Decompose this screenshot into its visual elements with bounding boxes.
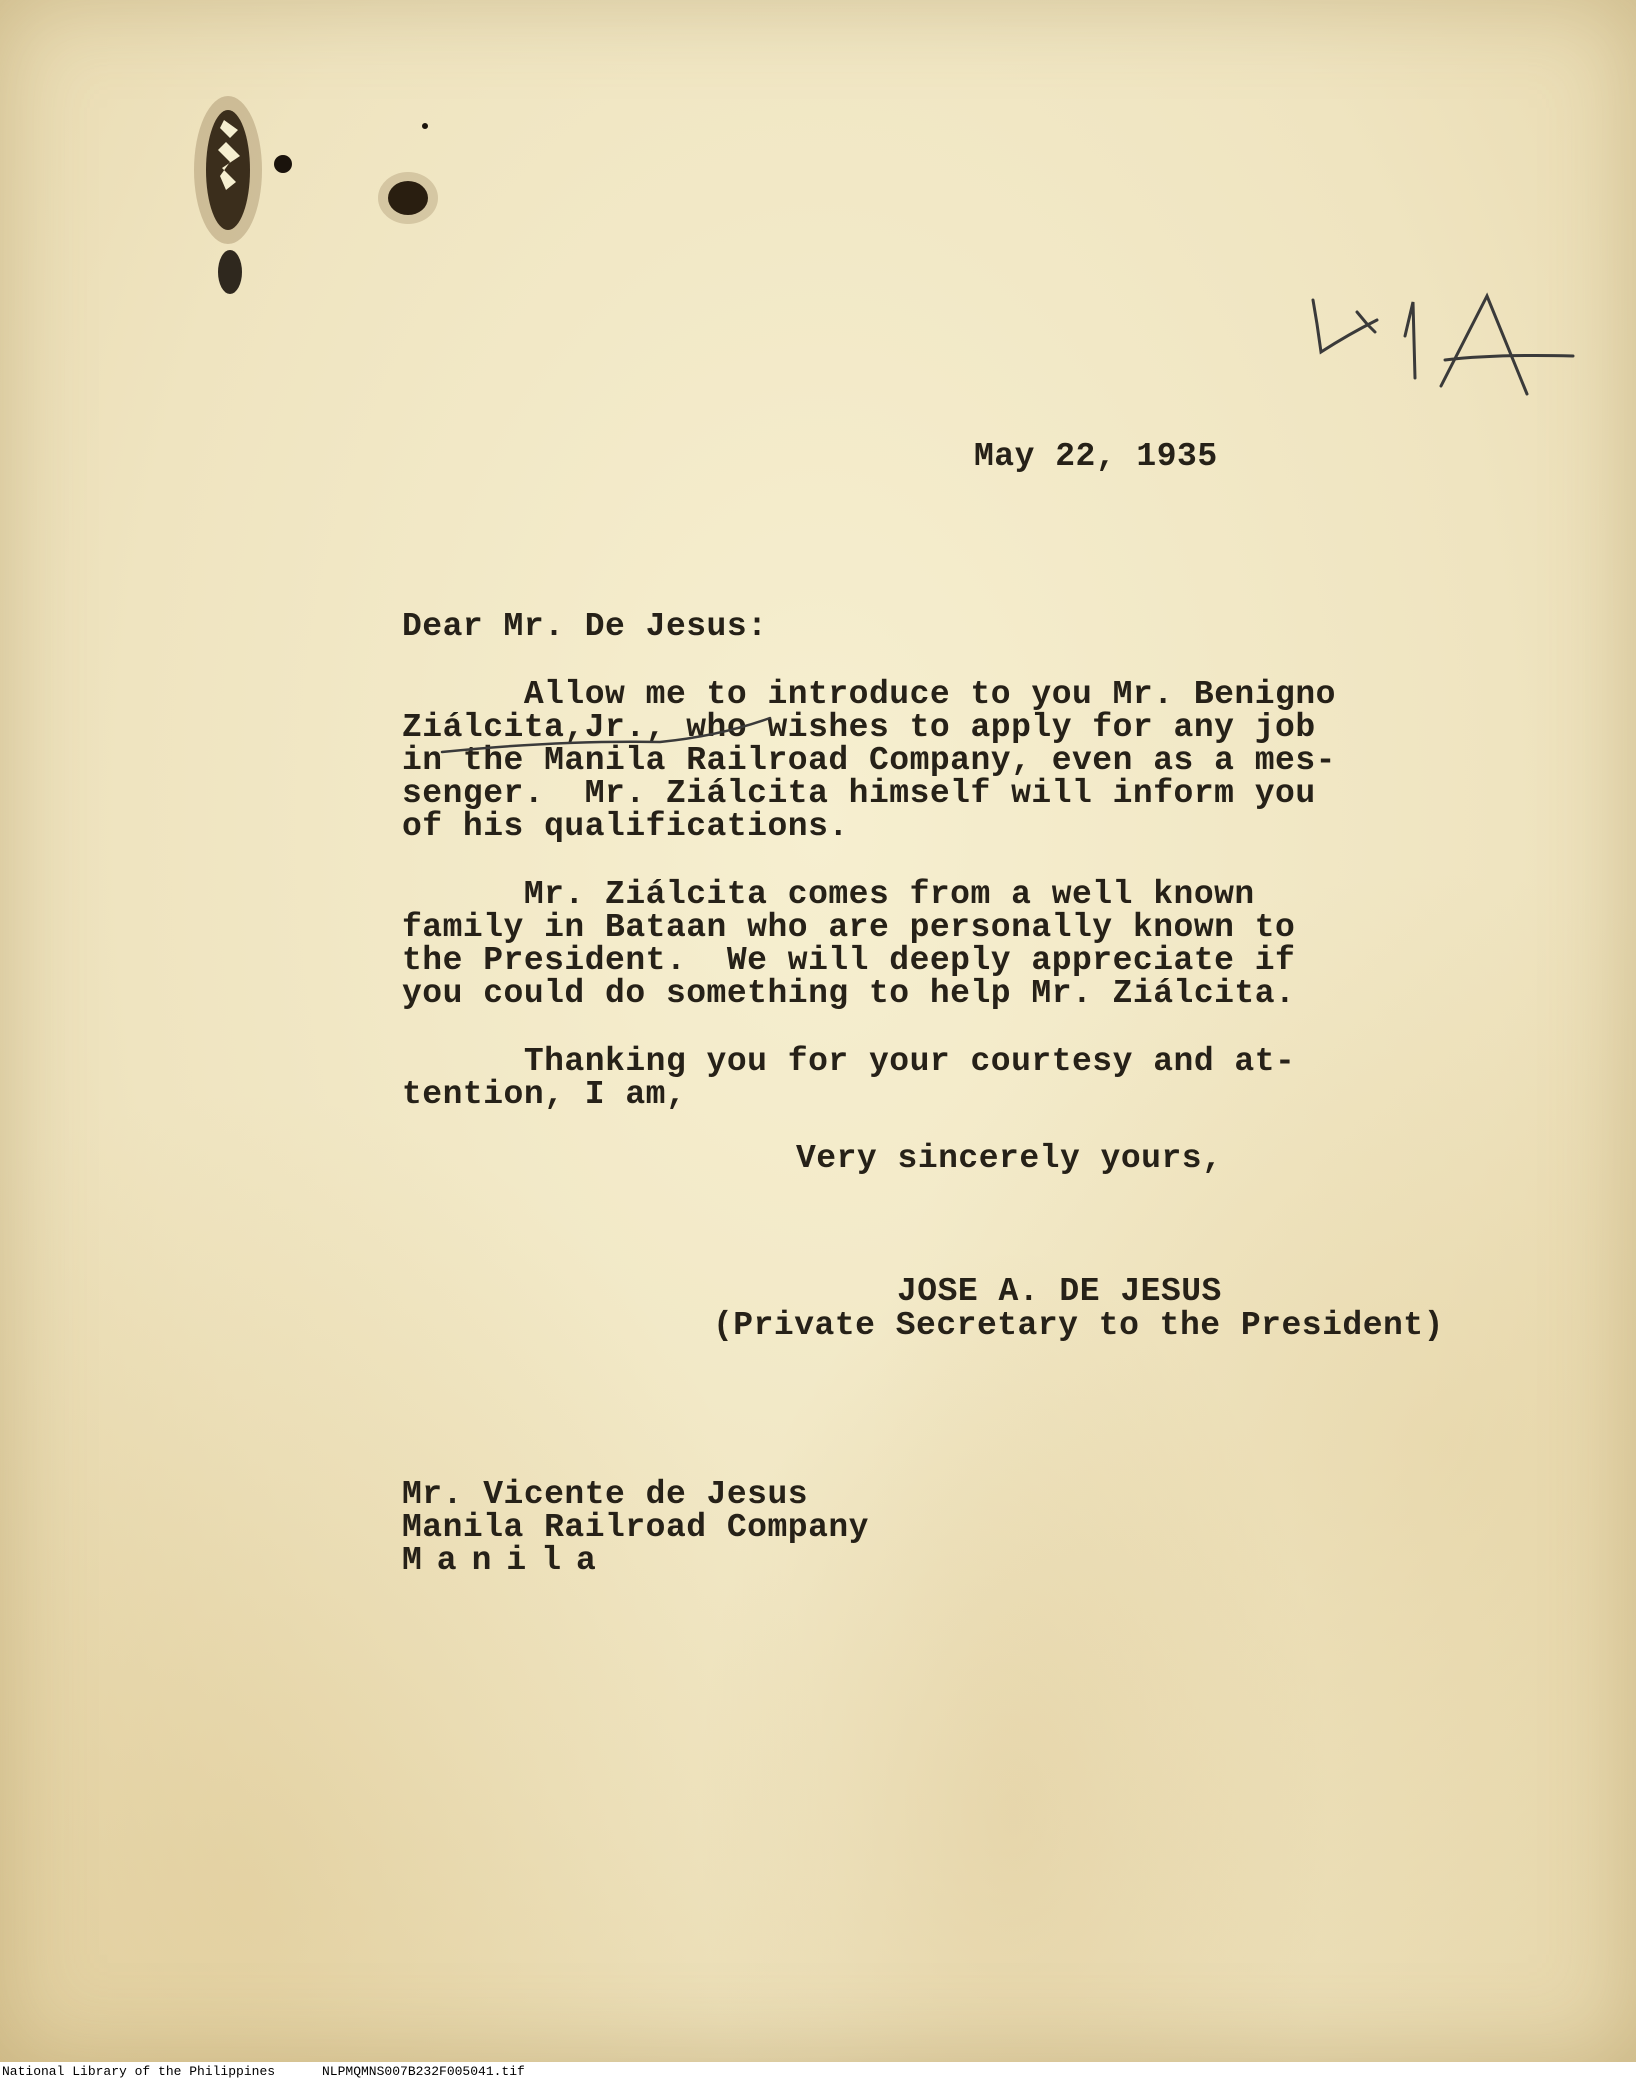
paragraph-2-line-4: you could do something to help Mr. Ziálcita. bbox=[402, 975, 1296, 1012]
signer-title: (Private Secretary to the President) bbox=[713, 1307, 1444, 1344]
paragraph-3-line-2: tention, I am, bbox=[402, 1076, 687, 1113]
paragraph-1-line-1: Allow me to introduce to you Mr. Benigno bbox=[402, 676, 1336, 713]
footer-file-name: NLPMQMNS007B232F005041.tif bbox=[322, 2064, 525, 2079]
handwritten-page-number bbox=[1305, 290, 1585, 410]
salutation: Dear Mr. De Jesus: bbox=[402, 608, 768, 645]
burn-mark-large-halo bbox=[194, 96, 262, 244]
footer-institution: National Library of the Philippines bbox=[2, 2064, 276, 2079]
paragraph-3-line-1: Thanking you for your courtesy and at- bbox=[402, 1043, 1296, 1080]
paragraph-2-line-2: family in Bataan who are personally known to bbox=[402, 909, 1296, 946]
burn-mark-right-halo bbox=[378, 172, 438, 224]
burn-hole-marks bbox=[180, 90, 460, 330]
recipient-city: Manila bbox=[402, 1542, 611, 1579]
signer-name: JOSE A. DE JESUS bbox=[897, 1273, 1222, 1310]
burn-mark-drip bbox=[218, 250, 242, 294]
pencil-underline-mark bbox=[440, 710, 780, 770]
paragraph-1-line-5: of his qualifications. bbox=[402, 808, 849, 845]
recipient-company: Manila Railroad Company bbox=[402, 1509, 869, 1546]
burn-mark-small bbox=[422, 123, 428, 129]
recipient-name: Mr. Vicente de Jesus bbox=[402, 1476, 809, 1513]
complimentary-closing: Very sincerely yours, bbox=[796, 1140, 1223, 1177]
paragraph-2-line-3: the President. We will deeply appreciate if bbox=[402, 942, 1296, 979]
letter-date: May 22, 1935 bbox=[974, 438, 1218, 475]
paragraph-1-line-4: senger. Mr. Ziálcita himself will inform you bbox=[402, 775, 1316, 812]
paragraph-2-line-1: Mr. Ziálcita comes from a well known bbox=[402, 876, 1255, 913]
burn-mark-dot bbox=[274, 155, 292, 173]
paragraph-1-line-2: Ziálcita,Jr., who wishes to apply for any job bbox=[402, 709, 1316, 746]
paragraph-1-line-3: in the Manila Railroad Company, even as a mes- bbox=[402, 742, 1336, 779]
